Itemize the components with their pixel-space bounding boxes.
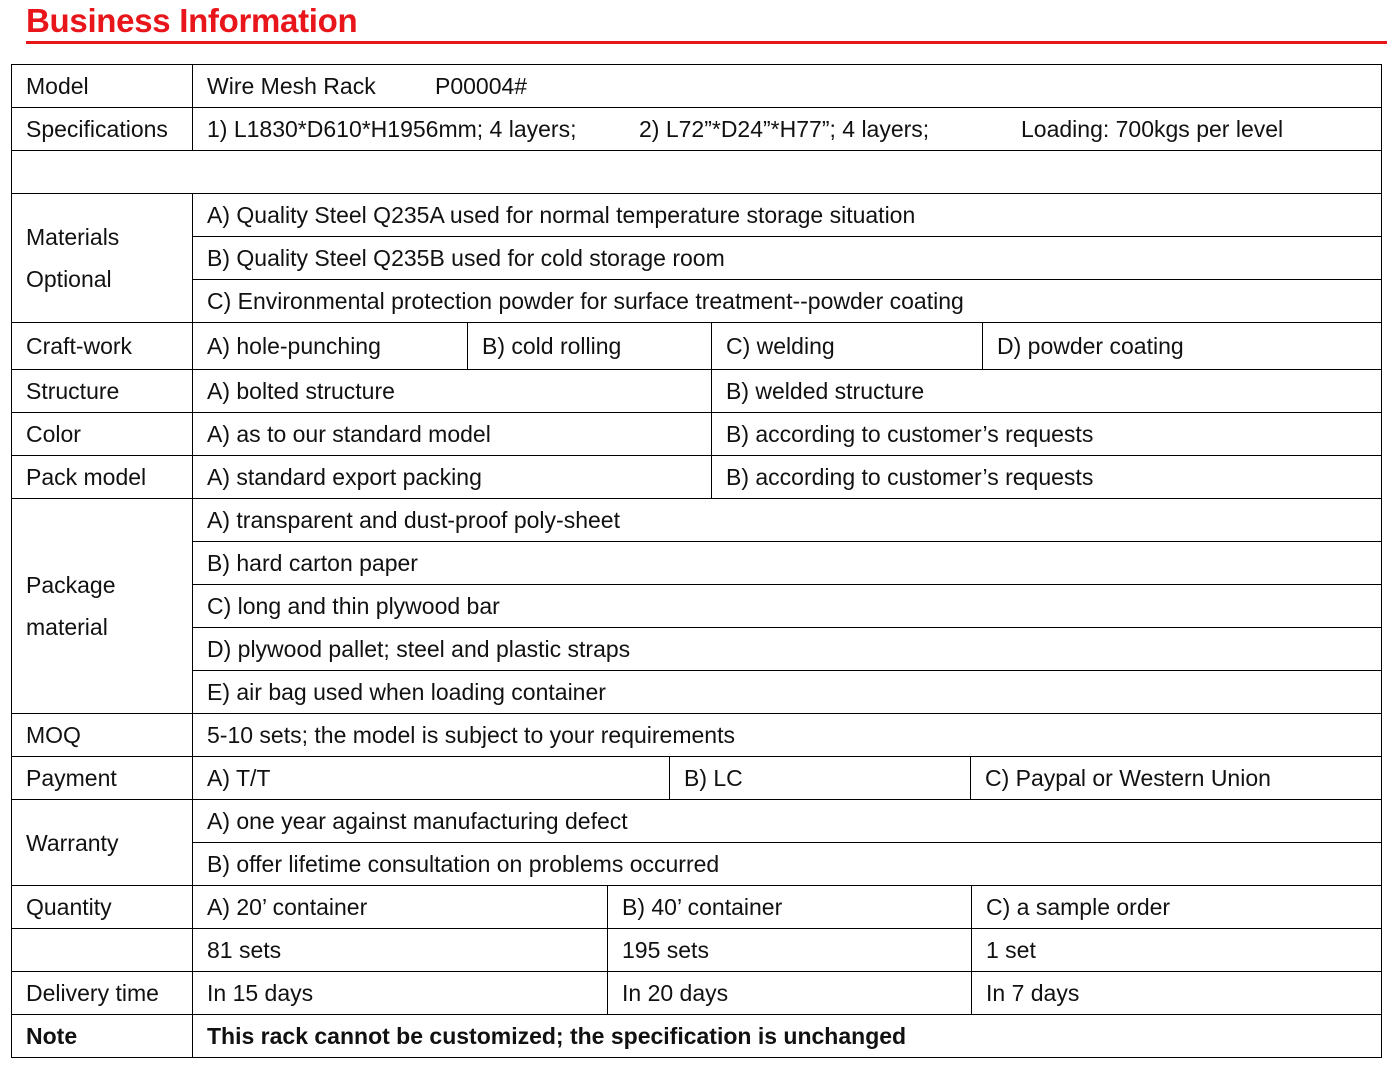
quantity-amount: 1 set [971, 928, 1382, 972]
quantity-amount: 195 sets [607, 928, 972, 972]
materials-item: C) Environmental protection powder for surface treatment--powder coating [192, 279, 1382, 323]
package-label-line2: material [26, 614, 108, 640]
package-item: E) air bag used when loading container [192, 670, 1382, 714]
package-item: B) hard carton paper [192, 541, 1382, 585]
color-item: A) as to our standard model [192, 412, 712, 456]
materials-label-line2: Optional [26, 266, 112, 292]
materials-label [11, 193, 193, 323]
craft-item: B) cold rolling [467, 322, 712, 370]
title-underline [26, 41, 1387, 44]
pack-model-item: A) standard export packing [192, 455, 712, 499]
warranty-label: Warranty [11, 799, 193, 886]
craft-item: C) welding [711, 322, 983, 370]
craft-item: A) hole-punching [192, 322, 468, 370]
package-label-line1: Package [26, 572, 116, 598]
empty-row [11, 150, 1382, 194]
delivery-item: In 15 days [192, 971, 608, 1015]
warranty-item: A) one year against manufacturing defect [192, 799, 1382, 843]
note-label: Note [11, 1014, 193, 1058]
structure-item: B) welded structure [711, 369, 1382, 413]
color-item: B) according to customer’s requests [711, 412, 1382, 456]
warranty-item: B) offer lifetime consultation on problems occurred [192, 842, 1382, 886]
specifications-value [192, 107, 1382, 151]
model-name: Wire Mesh Rack [207, 73, 376, 99]
payment-item: C) Paypal or Western Union [970, 756, 1382, 800]
quantity-blank-label [11, 928, 193, 972]
model-code: P00004# [435, 73, 528, 99]
materials-label-line1: Materials [26, 224, 120, 250]
pack-model-label: Pack model [11, 455, 193, 499]
specifications-label: Specifications [11, 107, 193, 151]
moq-value: 5-10 sets; the model is subject to your requirements [192, 713, 1382, 757]
delivery-item: In 7 days [971, 971, 1382, 1015]
quantity-option: B) 40’ container [607, 885, 972, 929]
structure-item: A) bolted structure [192, 369, 712, 413]
payment-item: A) T/T [192, 756, 670, 800]
package-item: D) plywood pallet; steel and plastic straps [192, 627, 1382, 671]
pack-model-item: B) according to customer’s requests [711, 455, 1382, 499]
color-label: Color [11, 412, 193, 456]
package-item: C) long and thin plywood bar [192, 584, 1382, 628]
model-value [192, 64, 1382, 108]
spec-2: 2) L72”*D24”*H77”; 4 layers; [639, 116, 930, 142]
payment-item: B) LC [669, 756, 971, 800]
materials-item: A) Quality Steel Q235A used for normal temperature storage situation [192, 193, 1382, 237]
payment-label: Payment [11, 756, 193, 800]
model-label: Model [11, 64, 193, 108]
spec-1: 1) L1830*D610*H1956mm; 4 layers; [207, 116, 577, 142]
spec-loading: Loading: 700kgs per level [1021, 116, 1284, 142]
page-title: Business Information [26, 2, 358, 39]
moq-label: MOQ [11, 713, 193, 757]
craft-label: Craft-work [11, 322, 193, 370]
materials-item: B) Quality Steel Q235B used for cold storage room [192, 236, 1382, 280]
package-item: A) transparent and dust-proof poly-sheet [192, 498, 1382, 542]
delivery-label: Delivery time [11, 971, 193, 1015]
quantity-option: A) 20’ container [192, 885, 608, 929]
quantity-amount: 81 sets [192, 928, 608, 972]
quantity-label: Quantity [11, 885, 193, 929]
quantity-option: C) a sample order [971, 885, 1382, 929]
delivery-item: In 20 days [607, 971, 972, 1015]
package-material-label [11, 498, 193, 714]
structure-label: Structure [11, 369, 193, 413]
note-value: This rack cannot be customized; the specification is unchanged [192, 1014, 1382, 1058]
business-info-table [12, 65, 1383, 1058]
craft-item: D) powder coating [982, 322, 1382, 370]
